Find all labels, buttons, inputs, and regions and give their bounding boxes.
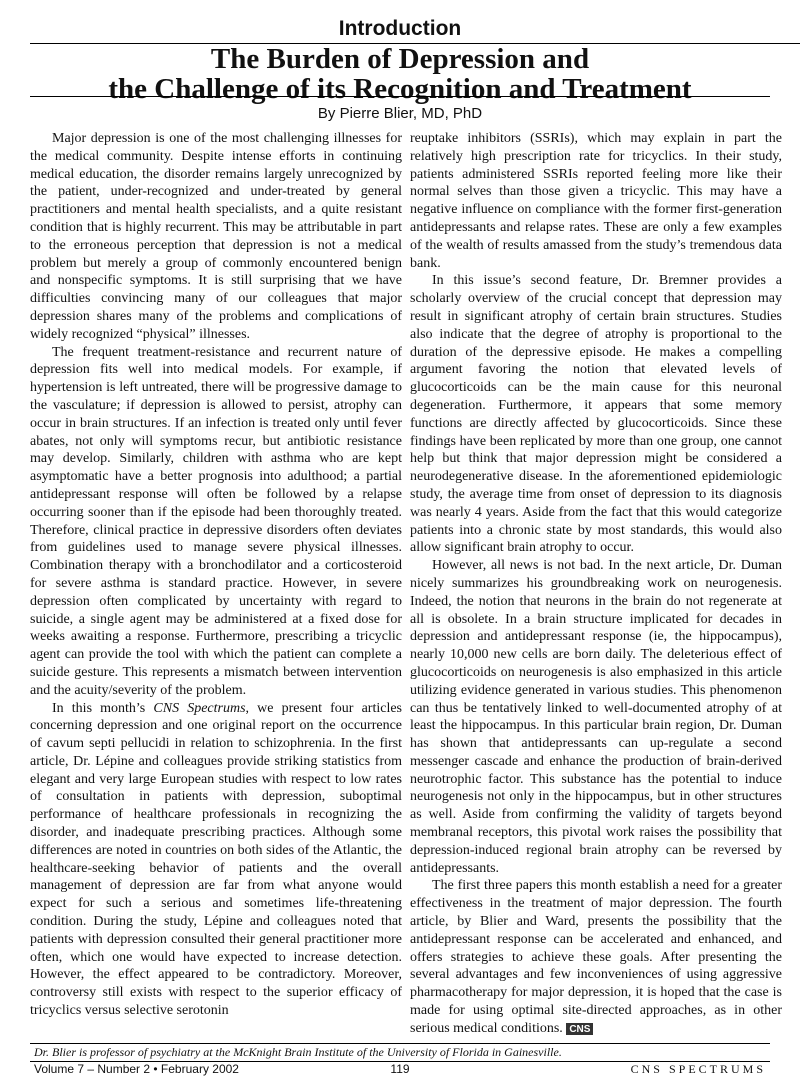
title-line-1: The Burden of Depression and [210,43,590,75]
paragraph [410,877,782,1035]
section-header [0,14,800,44]
article-title [0,44,800,104]
left-column [30,130,402,1035]
paragraph-text: The first three papers this month establish a need for a greater effectiveness in the treatment of major depression. The fourth article, by Blier and Ward, presents the possibility that the antidepressant response can be accelerated and enhanced, and offers strategies to achieve these goals. After presenting the several advantages and few inconveniences of using aggressive pharmacotherapy for major depression, it is hoped that the case is made for using optimal site-directed approaches, as in other serious medical conditions. [410,878,782,1035]
author-footnote: Dr. Blier is professor of psychiatry at the McKnight Brain Institute of the University of Florida in Gainesville. [34,1045,562,1059]
right-column [410,130,782,1035]
section-label: Introduction [338,17,462,40]
title-rule [30,96,770,97]
footer-journal: CNS SPECTRUMS [630,1062,766,1076]
paragraph: reuptake inhibitors (SSRIs), which may explain in part the relatively high prescription rate for tricyclics. In their study, patients administered SSRIs reported feeling more like their normal selves than those given a tricyclic. This may have a negative influence on compliance with the former first-generation antidepressants and relapse rates. These are only a few examples of the wealth of results amassed from the study’s tremendous data bank. [410,131,782,271]
paragraph: However, all news is not bad. In the next article, Dr. Duman nicely summarizes his groundbreaking work on neurogenesis. Indeed, the notion that neurons in the brain do not regenerate at all is obsolete. In a brain structure implicated for decades in depression and antidepressant response (ie, the hippocampus), nearly 10,000 new cells are born daily. The deleterious effect of glucocorticoids on neurogenesis is also emphasized in this article utilizing evidence generated in various studies. This phenomenon can thus be tentatively linked to well-documented atrophy of at least the hippocampus. In this particular brain region, Dr. Duman has shown that antidepressants can up-regulate a second messenger cascade and enhance the production of brain-derived neurotrophic factor. This substance has the potential to induce neurogenesis not only in the hippocampus, but in other structures as well. Aside from confirming the validity of targets beyond membranal receptors, this pivotal work raises the possibility that depression-induced regional brain atrophy can be reversed by antidepressants. [410,558,782,876]
title-line-2: the Challenge of its Recognition and Treatment [108,73,692,105]
byline: By Pierre Blier, MD, PhD [317,105,483,122]
journal-name: CNS Spectrums [153,700,246,716]
paragraph: Major depression is one of the most challenging illnesses for the medical community. Despite intense efforts in continuing medical education, the disorder remains largely unrecognized by the patient, under-recognized and under-treated by general practitioners and mental health specialists, and a quite resistant condition that is highly recurrent. This may be attributable in part to the erroneous perception that depression is not a medical problem but merely a group of commonly encountered benign and nonspecific symptoms. It is still surprising that we have difficulties convincing many of our colleagues that major depression shares many of the problems and complications of widely recognized “physical” illnesses. [30,131,402,342]
page-number: 119 [390,1062,410,1076]
paragraph-text: In this month’s [52,700,154,716]
cns-end-mark: CNS [566,1023,593,1035]
footer-volume: Volume 7 – Number 2 • February 2002 [34,1062,239,1076]
paragraph: The frequent treatment-resistance and recurrent nature of depression fits well into medical models. For example, if hypertension is left untreated, there will be progressive damage to the vasculature; if depression is allowed to persist, atrophy can occur in brain structures. If an infection is treated only until fever abates, not only will symptoms recur, but antibiotic resistance may develop. Similarly, children with asthma who are kept asymptomatic have a better prognosis into adulthood; a partial antidepressant response will often be followed by a relapse occurring sooner than if the episode had been thoroughly treated. Therefore, clinical practice in depressive disorders often deviates from guidelines used to manage severe physical illnesses. Combination therapy with a bronchodilator and a corticosteroid for severe asthma is standard practice. However, in severe depression often complicated by uncertainty with regard to suicide, a single agent may be administered at a fixed dose for weeks awaiting a response. Furthermore, prescribing a tricyclic agent can provide the tool with which the patient can complete a suicide gesture. This represents a mismatch between intervention and the acuity/severity of the problem. [30,344,402,698]
paragraph [30,700,402,1020]
footnote-rule [30,1043,770,1044]
paragraph: In this issue’s second feature, Dr. Bremner provides a scholarly overview of the crucial concept that depression may result in significant atrophy of certain brain structures. Studies also indicate that the degree of atrophy is proportional to the duration of the depressive episode. He makes a compelling argument favoring the notion that elevated levels of glucocorticoids can be the main cause for this neuronal degeneration. Furthermore, it appears that some memory functions are directly affected by glucocorticoids. Since these findings have been replicated by more than one group, one cannot help but think that major depression might be considered a neurodegenerative disease. In the aforementioned epidemiologic study, the average time from onset of depression to its diagnosis was nearly 4 years. Aside from the fact that this would categorize patients into a chronic state by most standards, this would also allow significant brain atrophy to occur. [410,273,782,556]
paragraph-text: , we present four articles concerning depression and one original report on the occurrence of cavum septi pellucidi in relation to schizophrenia. In the first article, Dr. Lépine and colleagues provide striking statistics from elegant and very large European studies with respect to low rates of consultation in patients with depression, suboptimal performance of healthcare professionals in recognizing the disorder, and inadequate prescribing practices. Although some differences are noted in countries on both sides of the Atlantic, the healthcare-seeking behavior of patients and the overall management of depression are far from what anyone would expect for such a serious and sometimes life-threatening condition. During the study, Lépine and colleagues noted that patients with depression consulted their general practitioner more often, which one would have expected to increase detection. However, the effect appeared to be contradictory. Moreover, controversy still exists with respect to the superior efficacy of tricyclics versus selective serotonin [30,700,402,1019]
